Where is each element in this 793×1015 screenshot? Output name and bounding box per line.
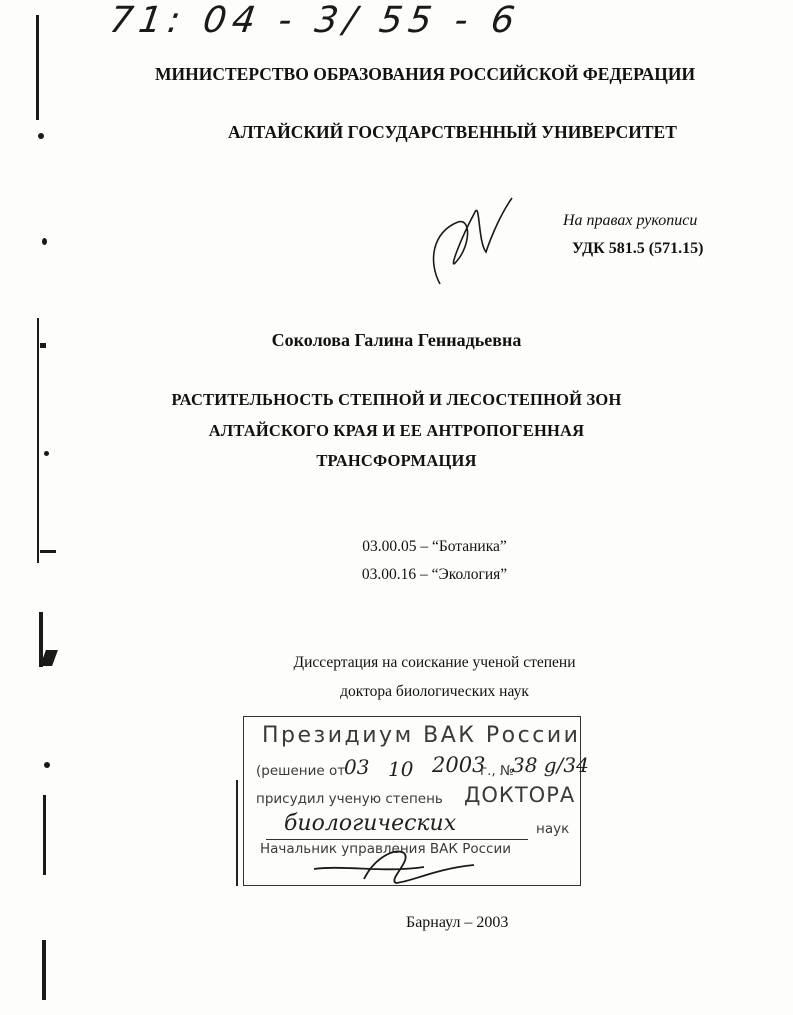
stamp-awarded-prefix: присудил ученую степень — [256, 791, 443, 807]
stamp-decision-number: 38 g/34 — [512, 753, 589, 777]
stamp-signature — [304, 839, 504, 887]
signature-scribble — [420, 192, 530, 292]
stamp-decision-month: 10 — [388, 757, 414, 781]
vak-stamp — [243, 716, 589, 886]
degree-line: Диссертация на соискание ученой степени — [293, 654, 576, 671]
dissertation-title-line: РАСТИТЕЛЬНОСТЬ СТЕПНОЙ И ЛЕСОСТЕПНОЙ ЗОН — [171, 390, 622, 409]
scan-margin-line — [43, 795, 46, 875]
stamp-field: биологических — [284, 811, 457, 836]
stamp-decision-prefix: (решение от — [256, 763, 346, 779]
rights-note: На правах рукописи — [563, 212, 698, 229]
ministry-heading: МИНИСТЕРСТВО ОБРАЗОВАНИЯ РОССИЙСКОЙ ФЕДЕРАЦИИ — [155, 64, 696, 84]
scan-margin-line — [42, 940, 46, 1000]
specialty-line: 03.00.16 – “Экология” — [361, 566, 508, 583]
udk-code: УДК 581.5 (571.15) — [572, 240, 704, 257]
dissertation-title-line: АЛТАЙСКОГО КРАЯ И ЕЕ АНТРОПОГЕННАЯ — [208, 421, 585, 440]
stamp-degree: ДОКТОРА — [464, 783, 576, 807]
handwritten-catalog-code: 71: 04 - 3/ 55 - 6 — [107, 0, 524, 41]
specialty-line: 03.00.05 – “Ботаника” — [362, 538, 507, 555]
degree-line: доктора биологических наук — [340, 683, 529, 700]
university-heading: АЛТАЙСКИЙ ГОСУДАРСТВЕННЫЙ УНИВЕРСИТЕТ — [228, 122, 677, 142]
scan-margin-dot — [44, 762, 50, 768]
stamp-decision-year: 2003 — [432, 753, 486, 777]
stamp-left-edge-mark — [236, 780, 238, 886]
stamp-title: Президиум ВАК России — [262, 723, 581, 748]
author-name: Соколова Галина Геннадьевна — [271, 330, 522, 350]
scan-margin-dot — [38, 133, 44, 139]
stamp-decision-year-suffix: г., № — [480, 763, 515, 779]
scan-margin-line — [36, 15, 39, 120]
dissertation-title-line: ТРАНСФОРМАЦИЯ — [316, 451, 477, 470]
stamp-head-title: Начальник управления ВАК России — [260, 841, 512, 857]
stamp-field-suffix: наук — [536, 821, 570, 837]
scan-margin-dot — [42, 238, 47, 245]
stamp-decision-day: 03 — [344, 755, 370, 779]
city-year: Барнаул – 2003 — [406, 914, 509, 931]
